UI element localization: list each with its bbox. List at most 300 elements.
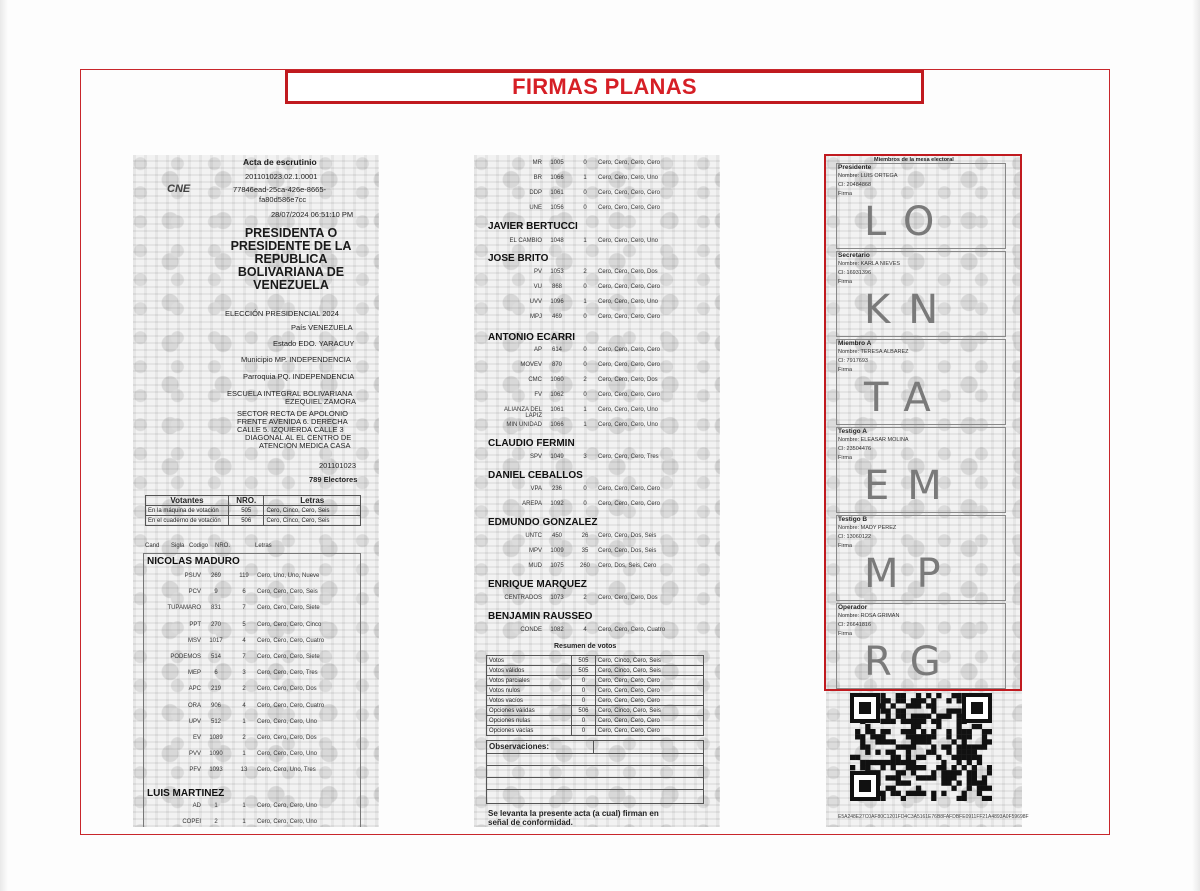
handwritten-signature: MP: [864, 551, 959, 597]
qr-module: [906, 780, 911, 785]
party-row: [153, 638, 337, 644]
qr-module: [967, 729, 972, 734]
qr-module: [957, 698, 962, 703]
qr-module: [951, 755, 956, 760]
cand-col: Cand: [145, 543, 160, 549]
party-letras: Cero, Cero, Cero, Cero: [598, 501, 661, 507]
qr-module: [962, 796, 967, 801]
party-letras: Cero, Cero, Cero, Cuatro: [257, 702, 325, 709]
direccion-3: CALLE 5. IZQUIERDA CALLE 3: [237, 425, 344, 434]
party-letras: Cero, Dos, Seis, Cero: [598, 563, 657, 569]
qr-module: [906, 765, 911, 770]
qr-hash-text: E5A248E27C0AF80C1201FD4C3A5161E76B8FAFDBFE0911FF21A4893A0F59698F: [838, 814, 1029, 820]
party-sigla: PSUV: [184, 573, 201, 579]
party-letras: Cero, Cero, Cero, Cero: [598, 486, 661, 492]
qr-module: [911, 719, 916, 724]
member-name: Nombre: TERESA ALBAREZ: [838, 349, 909, 355]
party-votes: 35: [581, 548, 589, 554]
party-letras: Cero, Cero, Cero, Uno: [598, 422, 659, 428]
centro-code: 201101023: [319, 461, 356, 470]
qr-module: [982, 796, 987, 801]
page-title: FIRMAS PLANAS: [512, 74, 697, 99]
party-sigla: UPV: [188, 718, 201, 725]
party-row: [153, 803, 337, 809]
party-letras: Cero, Cero, Cero, Dos: [257, 735, 317, 741]
qr-module: [911, 703, 916, 708]
qr-module: [977, 786, 982, 791]
qr-module: [865, 765, 870, 770]
party-codigo: 1082: [550, 627, 564, 633]
qr-module: [957, 708, 962, 713]
qr-module: [946, 750, 951, 755]
qr-module: [951, 739, 956, 744]
party-letras: Cero, Cero, Cero, Cinco: [257, 621, 322, 628]
qr-module: [870, 729, 875, 734]
qr-module: [886, 719, 891, 724]
escuela-1: ESCUELA INTEGRAL BOLIVARIANA: [227, 389, 353, 398]
office-line: BOLIVARIANA DE: [237, 265, 345, 279]
party-sigla: MSV: [187, 637, 201, 644]
qr-module: [972, 750, 977, 755]
qr-module: [921, 698, 926, 703]
resumen-value: 0: [572, 726, 596, 736]
qr-module: [946, 780, 951, 785]
qr-module: [921, 791, 926, 796]
party-letras: Cero, Cero, Cero, Dos: [598, 377, 658, 383]
qr-module: [850, 765, 855, 770]
qr-module: [891, 775, 896, 780]
party-row: [494, 284, 678, 290]
obs-divider: [593, 741, 594, 753]
qr-module: [860, 765, 865, 770]
sigla-col: Sigla: [171, 543, 185, 549]
member-name: Nombre: MADY PEREZ: [838, 525, 897, 531]
direccion-2: FRENTE AVENIDA 6. DERECHA: [237, 417, 348, 426]
handwritten-signature: LO: [864, 199, 953, 245]
party-codigo: 1066: [550, 175, 564, 181]
qr-module: [982, 786, 987, 791]
party-sigla: APC: [188, 686, 201, 693]
qr-module: [896, 780, 901, 785]
qr-module: [921, 765, 926, 770]
member-firma-label: Firma: [838, 455, 853, 461]
resumen-label: Votos nulos: [487, 686, 572, 696]
resumen-row: [487, 696, 704, 706]
qr-module: [967, 744, 972, 749]
party-codigo: 614: [551, 347, 562, 353]
qr-module: [880, 693, 885, 698]
party-sigla: COPEI: [182, 819, 201, 825]
municipio: Municipio MP. INDEPENDENCIA: [241, 355, 351, 364]
party-codigo: 270: [210, 621, 221, 628]
party-codigo: 219: [210, 686, 221, 693]
qr-module: [891, 760, 896, 765]
party-row: [494, 238, 678, 244]
qr-module: [870, 760, 875, 765]
qr-module: [896, 744, 901, 749]
party-votes: 0: [583, 501, 587, 507]
qr-module: [911, 760, 916, 765]
party-letras: Cero, Cero, Cero, Uno: [257, 718, 318, 725]
qr-module: [941, 770, 946, 775]
member-role: Testigo A: [838, 428, 867, 435]
party-codigo: 1009: [550, 548, 564, 554]
qr-module: [906, 755, 911, 760]
resumen-value: 0: [572, 686, 596, 696]
party-row: [153, 767, 337, 773]
party-codigo: 1061: [550, 407, 564, 413]
party-row: [153, 654, 337, 660]
qr-module: [891, 719, 896, 724]
resumen-label: Votos válidos: [487, 666, 572, 676]
qr-module: [855, 734, 860, 739]
party-codigo: 1073: [550, 595, 564, 601]
party-sigla: MEP: [187, 670, 201, 677]
party-votes: 13: [240, 767, 248, 774]
qr-module: [987, 786, 992, 791]
qr-module: [957, 744, 962, 749]
qr-module: [946, 744, 951, 749]
qr-module: [941, 775, 946, 780]
party-row: [153, 622, 337, 628]
escuela-2: EZEQUIEL ZAMORA: [285, 397, 356, 406]
acta-hash-1: 77846ead-25ca-426e-8665-: [233, 185, 326, 194]
obs-line: [487, 765, 703, 766]
letras-col: Letras: [255, 543, 272, 549]
qr-finder-core: [971, 702, 983, 714]
party-sigla: PPT: [189, 621, 201, 628]
party-sigla: ORA: [187, 702, 201, 709]
party-votes: 1: [242, 803, 246, 809]
candidate-fermin: CLAUDIO FERMIN: [488, 438, 575, 449]
qr-module: [931, 750, 936, 755]
qr-module: [972, 744, 977, 749]
party-sigla: PODEMOS: [170, 654, 201, 660]
resumen-table: [486, 655, 704, 736]
obs-line: [487, 789, 703, 790]
qr-module: [906, 744, 911, 749]
qr-module: [977, 760, 982, 765]
party-codigo: 6: [214, 670, 218, 677]
qr-module: [967, 755, 972, 760]
resumen-value: 0: [572, 716, 596, 726]
qr-module: [987, 796, 992, 801]
qr-module: [865, 729, 870, 734]
member-role: Presidente: [838, 164, 872, 171]
nro-header: NRO.: [229, 496, 264, 506]
qr-module: [957, 760, 962, 765]
qr-module: [901, 719, 906, 724]
office-line: VENEZUELA: [253, 278, 329, 292]
qr-module: [865, 744, 870, 749]
party-votes: 0: [583, 486, 587, 492]
votantes-row-nro: 505: [229, 506, 264, 516]
party-row: [153, 703, 337, 709]
qr-module: [896, 708, 901, 713]
party-letras: Cero, Cero, Uno, Tres: [257, 767, 316, 774]
party-codigo: 469: [551, 314, 562, 320]
party-row: [494, 299, 678, 305]
qr-module: [886, 739, 891, 744]
qr-module: [875, 750, 880, 755]
qr-finder-core: [859, 702, 871, 714]
party-sigla: CMC: [528, 377, 542, 383]
resumen-row: [487, 706, 704, 716]
party-sigla: VU: [533, 284, 542, 290]
party-row: [153, 605, 337, 611]
party-row: [494, 407, 678, 419]
direccion-4: DIAGONAL AL EL CENTRO DE: [245, 433, 352, 442]
qr-module: [906, 719, 911, 724]
qr-module: [987, 765, 992, 770]
party-sigla: UNTC: [525, 533, 542, 539]
estado: Estado EDO. YARACUY: [273, 339, 355, 348]
qr-module: [896, 714, 901, 719]
qr-module: [967, 750, 972, 755]
party-sigla: FV: [534, 392, 542, 398]
party-row: [494, 595, 678, 601]
qr-module: [931, 770, 936, 775]
party-letras: Cero, Cero, Cero, Cero: [598, 160, 661, 166]
member-firma-label: Firma: [838, 367, 853, 373]
qr-module: [951, 770, 956, 775]
qr-module: [931, 729, 936, 734]
qr-module: [962, 739, 967, 744]
qr-module: [860, 760, 865, 765]
firmas-title: Miembros de la mesa electoral: [874, 157, 954, 163]
party-codigo: 870: [551, 362, 562, 368]
party-letras: Cero, Cero, Cero, Uno: [598, 407, 659, 413]
qr-module: [916, 714, 921, 719]
party-letras: Cero, Cero, Cero, Siete: [257, 654, 320, 660]
qr-module: [911, 744, 916, 749]
nro-col: NRO.: [215, 543, 230, 549]
qr-module: [911, 770, 916, 775]
party-votes: 1: [242, 751, 246, 758]
qr-module: [987, 729, 992, 734]
qr-module: [886, 750, 891, 755]
party-votes: 2: [583, 595, 587, 601]
party-votes: 1: [583, 238, 587, 244]
party-sigla: MOVEV: [520, 362, 542, 368]
qr-module: [850, 755, 855, 760]
qr-module: [891, 786, 896, 791]
party-letras: Cero, Cero, Cero, Siete: [257, 605, 320, 612]
party-sigla: PVV: [188, 751, 201, 758]
party-sigla: PFV: [189, 767, 201, 774]
qr-module: [977, 744, 982, 749]
party-votes: 7: [242, 654, 246, 660]
qr-module: [911, 724, 916, 729]
votantes-row-label: En el cuaderno de votación: [146, 516, 229, 526]
qr-module: [957, 724, 962, 729]
qr-module: [962, 755, 967, 760]
qr-module: [931, 775, 936, 780]
party-row: [494, 205, 678, 211]
party-votes: 3: [583, 454, 587, 460]
qr-module: [962, 765, 967, 770]
member-firma-label: Firma: [838, 191, 853, 197]
party-row: [494, 190, 678, 196]
qr-module: [855, 729, 860, 734]
party-votes: 4: [242, 702, 246, 709]
party-votes: 2: [583, 377, 587, 383]
party-letras: Cero, Cero, Cero, Tres: [598, 454, 659, 460]
party-codigo: 1093: [209, 767, 223, 774]
party-codigo: 236: [551, 486, 562, 492]
candidate-martinez: LUIS MARTINEZ: [147, 788, 225, 799]
qr-module: [906, 760, 911, 765]
qr-module: [906, 703, 911, 708]
qr-module: [916, 703, 921, 708]
party-sigla: PV: [533, 269, 542, 275]
candidate-ecarri: ANTONIO ECARRI: [488, 332, 576, 343]
qr-module: [921, 714, 926, 719]
party-letras: Cero, Cero, Cero, Uno: [257, 819, 318, 825]
qr-module: [906, 729, 911, 734]
codigo-col: Codigo: [189, 543, 209, 549]
qr-module: [886, 760, 891, 765]
party-codigo: 1061: [550, 190, 564, 196]
qr-module: [880, 734, 885, 739]
electores: 789 Electores: [309, 475, 358, 484]
party-codigo: 514: [210, 654, 221, 660]
party-row: [494, 269, 678, 275]
qr-module: [875, 734, 880, 739]
resumen-value: 0: [572, 696, 596, 706]
party-codigo: 1075: [550, 563, 564, 569]
party-codigo: 1060: [550, 377, 564, 383]
party-letras: Cero, Cero, Cero, Uno: [598, 299, 659, 305]
party-sigla: DDP: [529, 190, 542, 196]
signature-highlight-box: [824, 154, 1022, 691]
resumen-letras: Cero, Cero, Cero, Cero: [595, 696, 703, 706]
qr-module: [880, 760, 885, 765]
qr-module: [891, 755, 896, 760]
qr-module: [921, 719, 926, 724]
qr-module: [936, 765, 941, 770]
qr-module: [962, 734, 967, 739]
resumen-value: 0: [572, 676, 596, 686]
resumen-label: Opciones nulas: [487, 716, 572, 726]
resumen-value: 506: [572, 706, 596, 716]
party-codigo: 1096: [550, 299, 564, 305]
cne-logo: CNE: [167, 183, 191, 195]
qr-module: [957, 780, 962, 785]
qr-module: [946, 775, 951, 780]
qr-module: [901, 760, 906, 765]
office-line: PRESIDENTE DE LA: [230, 239, 352, 253]
party-codigo: 1017: [209, 637, 223, 644]
party-codigo: 1066: [550, 422, 564, 428]
acta-strip-2: [474, 155, 720, 827]
party-row: [153, 735, 337, 741]
qr-module: [946, 714, 951, 719]
party-letras: Cero, Cero, Cero, Dos: [598, 269, 658, 275]
qr-module: [941, 780, 946, 785]
qr-module: [916, 765, 921, 770]
party-codigo: 450: [551, 533, 562, 539]
qr-module: [880, 703, 885, 708]
qr-module: [911, 791, 916, 796]
qr-module: [982, 775, 987, 780]
party-letras: Cero, Cero, Cero, Cero: [598, 347, 661, 353]
qr-module: [870, 734, 875, 739]
party-votes: 6: [242, 589, 246, 596]
qr-module: [901, 780, 906, 785]
votantes-row-letras: Cero, Cinco, Cero, Seis: [264, 506, 361, 516]
qr-module: [901, 796, 906, 801]
resumen-value: 505: [572, 666, 596, 676]
qr-module: [946, 734, 951, 739]
qr-module: [957, 734, 962, 739]
qr-module: [896, 760, 901, 765]
qr-module: [916, 775, 921, 780]
qr-module: [941, 760, 946, 765]
qr-module: [896, 693, 901, 698]
candidate-rausseo: BENJAMIN RAUSSEO: [488, 611, 593, 622]
party-votes: 4: [242, 637, 246, 644]
member-ci: CI: 20484868: [838, 182, 872, 188]
qr-module: [931, 796, 936, 801]
qr-module: [865, 760, 870, 765]
party-sigla: MR: [532, 160, 542, 166]
qr-module: [916, 739, 921, 744]
qr-module: [957, 719, 962, 724]
qr-module: [967, 760, 972, 765]
party-row: [494, 563, 678, 569]
acta-strip-1: [133, 155, 379, 827]
party-row: [153, 819, 337, 825]
qr-module: [886, 775, 891, 780]
qr-module: [911, 698, 916, 703]
qr-module: [880, 791, 885, 796]
party-sigla: MUD: [528, 563, 542, 569]
party-votes: 1: [242, 819, 246, 825]
party-votes: 26: [581, 533, 589, 539]
party-votes: 5: [242, 621, 246, 628]
qr-module: [977, 755, 982, 760]
qr-module: [967, 786, 972, 791]
qr-module: [865, 724, 870, 729]
qr-module: [951, 765, 956, 770]
office-title: [211, 227, 371, 292]
party-row: [153, 670, 337, 676]
qr-module: [921, 739, 926, 744]
party-sigla: AREPA: [522, 501, 542, 507]
member-firma-label: Firma: [838, 543, 853, 549]
qr-module: [911, 734, 916, 739]
resumen-letras: Cero, Cero, Cero, Cero: [595, 686, 703, 696]
party-votes: 4: [583, 627, 587, 633]
votantes-row-nro: 506: [229, 516, 264, 526]
member-name: Nombre: ELEASAR MOLINA: [838, 437, 909, 443]
party-letras: Cero, Cero, Cero, Uno: [598, 238, 659, 244]
letras-header: Letras: [264, 496, 361, 506]
handwritten-signature: TA: [864, 375, 949, 421]
qr-module: [946, 770, 951, 775]
candidate-bertucci: JAVIER BERTUCCI: [488, 221, 578, 232]
party-sigla: ALIANZA DEL LAPIZ: [503, 407, 542, 419]
party-votes: 1: [583, 407, 587, 413]
qr-module: [901, 693, 906, 698]
qr-module: [946, 698, 951, 703]
qr-module: [921, 734, 926, 739]
party-sigla: EV: [192, 735, 201, 741]
party-letras: Cero, Uno, Uno, Nueve: [257, 573, 320, 579]
qr-module: [896, 698, 901, 703]
party-sigla: VPA: [530, 486, 542, 492]
